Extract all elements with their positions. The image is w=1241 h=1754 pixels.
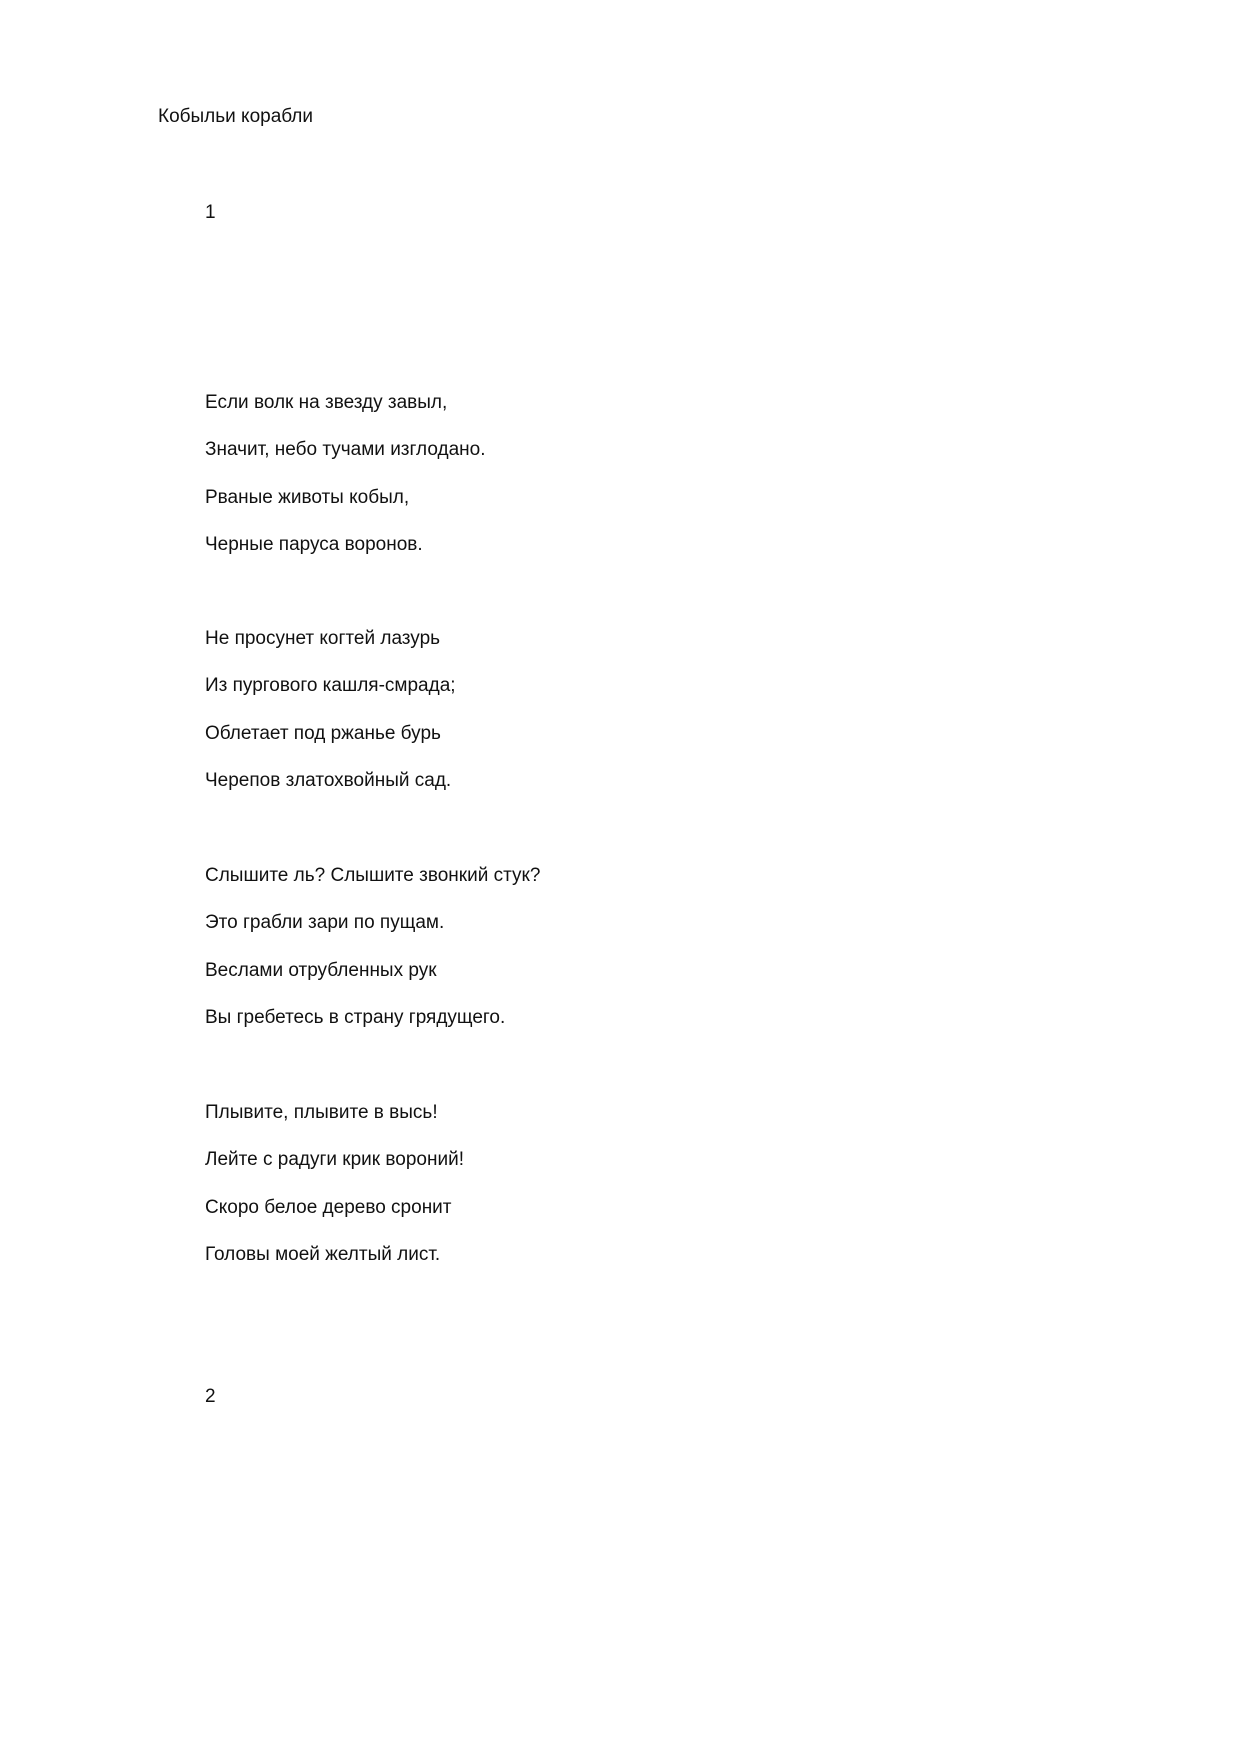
section-number: 2 bbox=[205, 1386, 216, 1407]
poem-line: Это грабли зари по пущам. bbox=[205, 912, 445, 934]
poem-line: Плывите, плывите в высь! bbox=[205, 1102, 438, 1123]
stanza bbox=[205, 393, 485, 582]
poem-line: Если волк на звезду завыл, bbox=[205, 392, 448, 413]
document-title: Кобыльи корабли bbox=[158, 106, 314, 127]
section-number: 1 bbox=[205, 202, 216, 223]
poem-line: Слышите ль? Слышите звонкий стук? bbox=[205, 865, 541, 886]
poem-line: Рваные животы кобыл, bbox=[205, 486, 410, 508]
poem-line: Лейте с радуги крик вороний! bbox=[205, 1149, 464, 1171]
poem-line: Скоро белое дерево сронит bbox=[205, 1196, 452, 1218]
poem-line: Из пургового кашля-смрада; bbox=[205, 675, 456, 697]
poem-line: Черные паруса воронов. bbox=[205, 533, 423, 555]
poem-line: Веслами отрубленных рук bbox=[205, 959, 437, 981]
poem-line: Вы гребетесь в страну грядущего. bbox=[205, 1006, 506, 1028]
stanza bbox=[205, 1103, 464, 1292]
poem-line: Значит, небо тучами изглодано. bbox=[205, 439, 486, 461]
poem-line: Облетает под ржанье бурь bbox=[205, 722, 441, 744]
poem-line: Не просунет когтей лазурь bbox=[205, 628, 441, 649]
stanza bbox=[205, 629, 456, 818]
poem-line: Черепов златохвойный сад. bbox=[205, 769, 452, 791]
stanza bbox=[205, 866, 540, 1055]
poem-line: Головы моей желтый лист. bbox=[205, 1243, 441, 1265]
